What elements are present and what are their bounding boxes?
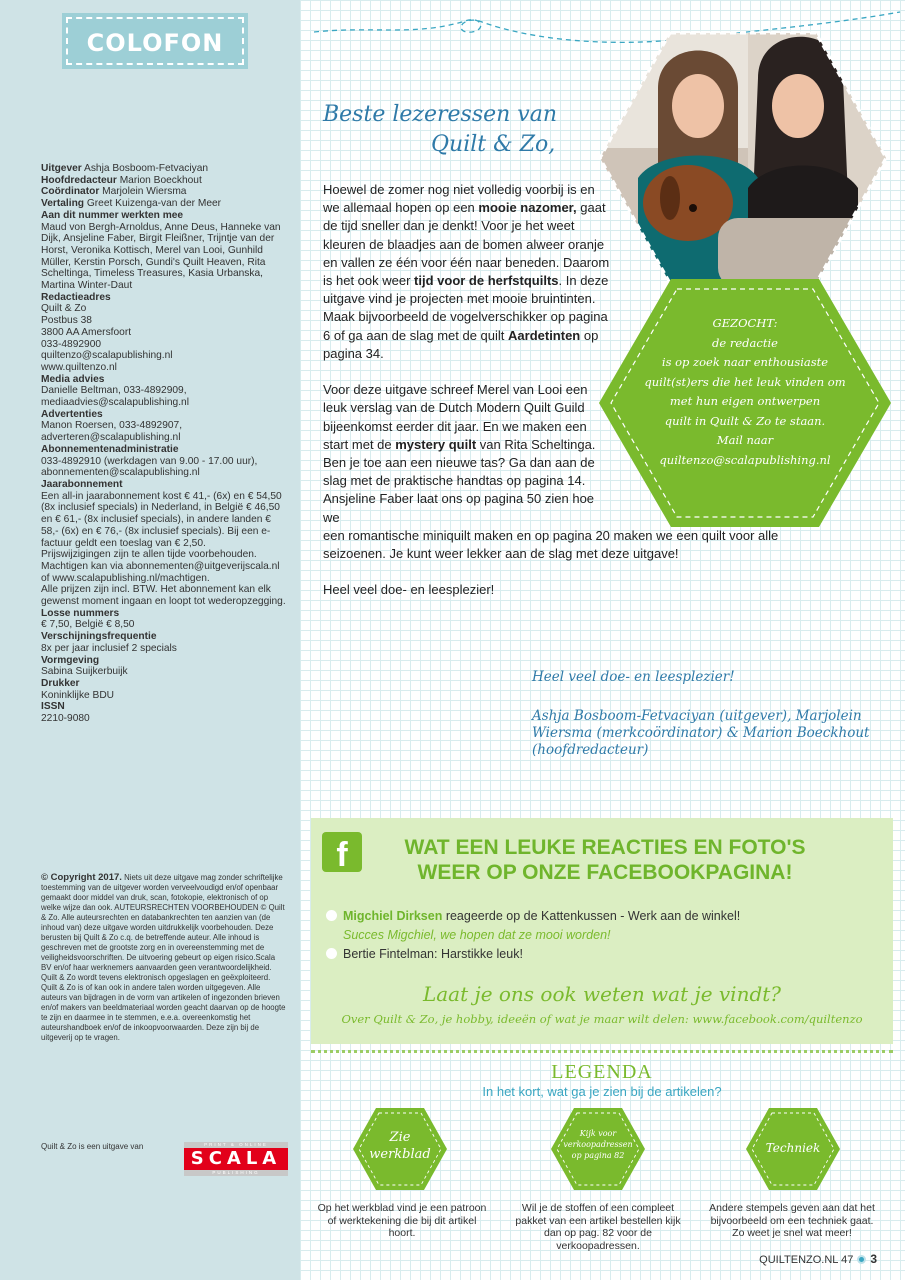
signature-names: Ashja Bosboom-Fetvaciyan (uitgever), Marjolein Wiersma (merkcoördinator) & Marion Boeckhout (hoofdredacteur) [532, 708, 870, 758]
colophon-entry [41, 678, 286, 690]
colophon-entry [41, 456, 286, 479]
legenda-subtitle: In het kort, wat ga je zien bij de artikelen? [482, 1084, 722, 1099]
facebook-icon[interactable]: f [322, 832, 362, 872]
publisher-note: Quilt & Zo is een uitgave van [41, 1142, 144, 1151]
colophon-value: quiltenzo@scalapublishing.nl [41, 350, 173, 362]
colophon-label: ISSN [41, 701, 65, 713]
colophon-entry [41, 163, 286, 175]
colophon-value: Alle prijzen zijn incl. BTW. Het abonnement kan elk gewenst moment ingaan en loopt tot wederopzegging. [41, 584, 286, 608]
legend-label: Techniek [765, 1141, 821, 1155]
colophon-label: Vormgeving [41, 654, 100, 666]
colophon-entry [41, 350, 286, 362]
colophon-entry [41, 690, 286, 702]
legend-label-line: Zie [389, 1130, 411, 1145]
body-text: Hoewel de zomer nog niet volledig voorbij is en we allemaal hopen op een [323, 182, 595, 216]
signature-greeting: Heel veel doe- en leesplezier! [532, 669, 735, 685]
comment-text: reageerde op de Kattenkussen - Werk aan de winkel! [442, 909, 741, 923]
colophon-value: Sabina Suijkerbuijk [41, 666, 128, 678]
letter-paragraph-1 [323, 181, 613, 363]
gezocht-line: Mail naar [716, 433, 774, 447]
colophon-entry [41, 619, 286, 631]
cta-subtitle[interactable]: Over Quilt & Zo, je hobby, ideeën of wat je maar wilt delen: www.facebook.com/quiltenzo [341, 1012, 863, 1026]
colophon-entry [41, 549, 286, 584]
facebook-reply: Succes Migchiel, we hopen dat ze mooi worden! [343, 928, 611, 942]
comment-text: Bertie Fintelman: Harstikke leuk! [343, 947, 523, 961]
footer-dot-icon [857, 1255, 866, 1264]
colophon-value: Ashja Bosboom-Fetvaciyan [81, 163, 209, 174]
colophon-entry [41, 491, 286, 550]
body-text: van Rita Scheltinga. Ben je toe aan een nieuwe tas? Ga dan aan de slag met de praktische handtas op pagina 14. Ansjeline Faber laat ons op pagina 50 zien hoe we [323, 436, 596, 525]
colophon-label: Advertenties [41, 408, 103, 420]
facebook-heading-line1: WAT EEN LEUKE REACTIES EN FOTO'S [404, 836, 806, 859]
gezocht-line: met hun eigen ontwerpen [669, 394, 821, 408]
colophon-entry [41, 409, 286, 421]
gezocht-email[interactable]: quiltenzo@scalapublishing.nl [659, 452, 831, 467]
colophon-entry [41, 713, 286, 725]
copyright-label: © Copyright 2017. [41, 872, 122, 883]
colophon-value: 2210-9080 [41, 713, 90, 725]
colophon-value: Prijswijzigingen zijn te allen tijde voorbehouden. Machtigen kan via abonnementen@uitgeverijscala.nl of www.scalapublishing.nl/machtigen. [41, 549, 280, 584]
copyright-notice [41, 873, 286, 1043]
colophon-value: Greet Kuizenga-van der Meer [84, 198, 222, 210]
colofon-title: COLOFON [86, 29, 224, 57]
colophon-entry [41, 362, 286, 374]
colophon-value: Marjolein Wiersma [99, 186, 187, 198]
colophon-value: Manon Roersen, 033-4892907, adverteren@scalapublishing.nl [41, 420, 183, 444]
gezocht-line: is op zoek naar enthousiaste [661, 355, 829, 369]
facebook-comment-2 [326, 945, 523, 963]
colophon-entry [41, 631, 286, 643]
colophon-entry [41, 608, 286, 620]
colophon-value: Maud von Bergh-Arnoldus, Anne Deus, Hanneke van Dijk, Ansjeline Faber, Birgit Fleißner, Trijntje van der Horst, Veronika Kottisch, Merel van Looi, Gunhild Müller, Kerstin Porsch, Gundi's Quilt Heaven, Rita Scheltinga, Timeless Treasures, Kasia Urbanska, Martina Winter-Daut [41, 221, 281, 292]
divider [311, 1050, 893, 1053]
gezocht-line: quilt in Quilt & Zo te staan. [664, 413, 826, 428]
colophon-label: Aan dit nummer werkten mee [41, 209, 184, 221]
scala-logo-main: SCALA [184, 1148, 288, 1170]
emphasis-text: mystery quilt [395, 436, 477, 452]
colophon-entry [41, 701, 286, 713]
colophon-entry [41, 315, 286, 327]
colophon-entry [41, 303, 286, 315]
legend-label [352, 1129, 448, 1163]
gezocht-title: GEZOCHT: [712, 316, 778, 330]
colophon-label: Drukker [41, 677, 80, 689]
colophon-label: Redactieadres [41, 291, 111, 303]
body-text: Voor deze uitgave schreef Merel van Looi een leuk verslag van de Dutch Modern Quilt Guild bijeenkomst eerder dit jaar. En we maken een start met de [323, 382, 588, 452]
colophon-entry [41, 584, 286, 607]
emphasis-text: Aardetinten [508, 327, 581, 343]
colophon-value: 033-4892900 [41, 338, 102, 350]
colophon-label: Losse nummers [41, 607, 120, 619]
letter-paragraph-2-cont: een romantische miniquilt maken en op pagina 20 maken we een quilt voor alle seizoenen. Je kunt weer lekker aan de slag met deze uitgave! [323, 527, 779, 562]
facebook-comment-1 [326, 907, 740, 925]
body-text: gaat de tijd sneller dan je denkt! Voor je het weet kleuren de blaadjes aan de bomen alweer oranje en vallen ze één voor één naar beneden. Daarom is het ook weer [323, 200, 610, 289]
colophon-label: Abonnementenadministratie [41, 443, 179, 455]
greeting-line2: Quilt & Zo, [431, 132, 556, 157]
greeting-line1: Beste lezeressen van [323, 102, 558, 127]
copyright-text: Niets uit deze uitgave mag zonder schriftelijke toestemming van de uitgever worden verveelvoudigd en/of openbaar gemaakt door middel van druk, scan, fotokopie, elektronisch of op welke wijze dan ook. AUTEURSRECHTEN VOORBEHOUDEN © Quilt & Zo. Alle auteursrechten en databankrechten ten aanzien van (de inhoud van) deze uitgave worden uitdrukkelijk voorbehouden. Deze berusten bij Quilt & Zo c.q. de betreffende auteur. Alle inhoud is geschreven met de grootste zorg en in overeenstemming met de veiligheidsvoorschriften. De uitvoering gebeurt op eigen risico.Scala BV en/of haar werknemers aanvaarden geen verantwoordelijkheid. Quilt & Zo wordt tevens elektronisch opgeslagen en geëxploiteerd. Quilt & Zo is of kan ook in andere talen worden uitgegeven. Alle auteurs van bijdragen in de vorm van artikelen of ingezonden brieven en/of makers van beeldmateriaal worden geacht daarvan op de hoogte te zijn en daarmee in te stemmen, e.e.a. overeenkomstig het auteurshandboek en/of de inkoopvoorwaarden. Deze zijn bij de uitgeverij op te vragen. [41, 873, 286, 1042]
footer-magazine: QUILTENZO.NL 47 [759, 1254, 854, 1266]
signature-block [532, 669, 892, 759]
colophon-entry [41, 666, 286, 678]
scala-logo-bottom: PUBLISHING [184, 1170, 288, 1176]
colophon-value: Marion Boeckhout [116, 174, 202, 186]
colophon-value: Koninklijke BDU [41, 689, 115, 701]
body-text: . In deze uitgave vind je projecten met mooie bruintinten. Maak bijvoorbeeld de vogelverschikker op pagina 6 of ga aan de slag met de quilt [323, 273, 609, 343]
colophon-label: Verschijningsfrequentie [41, 631, 157, 643]
colophon-value: 8x per jaar inclusief 2 specials [41, 642, 177, 654]
colophon-label: Vertaling [41, 198, 85, 210]
colofon-tab [66, 17, 244, 65]
colophon-value: Postbus 38 [41, 315, 92, 327]
letter-paragraph-3: Heel veel doe- en leesplezier! [323, 582, 495, 598]
colophon-entry [41, 655, 286, 667]
colophon-entry [41, 198, 286, 210]
colophon-value: Danielle Beltman, 033-4892909, mediaadvies@scalapublishing.nl [41, 385, 189, 409]
colophon-entry [41, 643, 286, 655]
cta-title: Laat je ons ook weten wat je vindt? [422, 982, 782, 1006]
colophon-label: Hoofdredacteur [41, 174, 117, 186]
legend-label [556, 1128, 640, 1161]
colophon-entry [41, 444, 286, 456]
legend-description: Andere stempels geven aan dat het bijvoorbeeld om een techniek gaat. Zo weet je snel wat meer! [709, 1202, 875, 1239]
legend-label-line: werkblad [369, 1147, 431, 1162]
facebook-heading [370, 835, 840, 885]
gezocht-line: quilt(st)ers die het leuk vinden om [644, 374, 846, 389]
colophon-entry [41, 327, 286, 339]
colophon-entry [41, 292, 286, 304]
colophon-label: Coördinator [41, 186, 100, 198]
page-number: 3 [870, 1252, 877, 1266]
legend-label-line: Kijk voor verkoopadressen [563, 1129, 633, 1149]
legenda-title: LEGENDA [551, 1061, 653, 1083]
scala-logo-top: PRINT & ONLINE [184, 1142, 288, 1148]
colophon-label: Uitgever [41, 163, 82, 174]
bullet-icon [326, 948, 337, 959]
commenter-name: Migchiel Dirksen [343, 909, 443, 923]
legend-label-line: op pagina 82 [571, 1151, 625, 1160]
colophon-entry [41, 175, 286, 187]
colophon-entry [41, 210, 286, 222]
colophon-value: Een all-in jaarabonnement kost € 41,- (6x) en € 54,50 (8x inclusief specials) in Nederland, in België € 46,50 en € 61,- (8x inclusief specials), in andere landen € 58,- (6x) en € 76,- (8x inclusief specials). Bij een e-factuur geldt een toeslag van € 2,50. [41, 490, 282, 549]
colophon-entry [41, 479, 286, 491]
colophon-list [41, 163, 286, 725]
scala-logo [184, 1142, 288, 1176]
colophon-value: www.quiltenzo.nl [41, 361, 117, 373]
colophon-value: Quilt & Zo [41, 303, 87, 315]
emphasis-text: tijd voor de herfstquilts [414, 273, 559, 289]
colophon-sidebar [0, 0, 300, 1280]
page-footer [759, 1252, 877, 1266]
colophon-entry [41, 374, 286, 386]
gezocht-text [612, 314, 878, 470]
body-text: op pagina 34. [323, 327, 599, 361]
colophon-value: 033-4892910 (werkdagen van 9.00 - 17.00 uur), abonnementen@scalapublishing.nl [41, 455, 258, 479]
colophon-entry [41, 385, 286, 408]
letter-paragraph-2 [323, 381, 613, 527]
colophon-value: 3800 AA Amersfoort [41, 326, 132, 338]
gezocht-line: de redactie [712, 335, 778, 350]
colophon-entry [41, 420, 286, 443]
legend-description: Op het werkblad vind je een patroon of werktekening die bij dit artikel hoort. [317, 1202, 487, 1239]
colophon-value: € 7,50, België € 8,50 [41, 619, 135, 631]
colophon-label: Jaarabonnement [41, 478, 123, 490]
colophon-entry [41, 339, 286, 351]
greeting-heading [323, 100, 557, 160]
emphasis-text: mooie nazomer, [478, 200, 577, 216]
legend-description: Wil je de stoffen of een compleet pakket van een artikel bestellen kijk dan op pag. 82 voor de verkoopadressen. [515, 1202, 681, 1252]
facebook-heading-line2: WEER OP ONZE FACEBOOKPAGINA! [417, 861, 793, 884]
colophon-entry [41, 222, 286, 292]
colophon-entry [41, 186, 286, 198]
colophon-label: Media advies [41, 373, 105, 385]
bullet-icon [326, 910, 337, 921]
